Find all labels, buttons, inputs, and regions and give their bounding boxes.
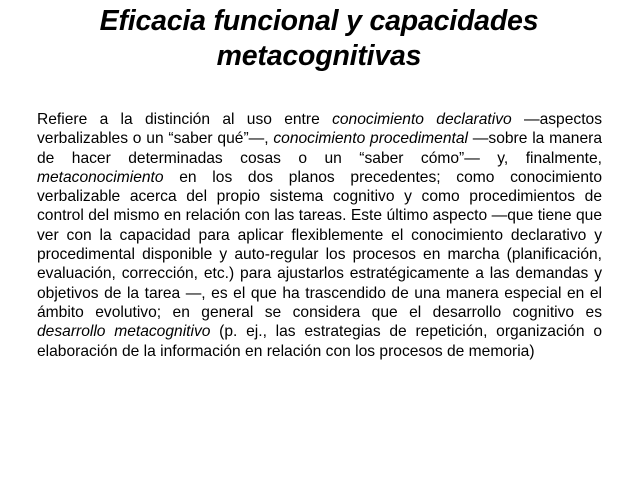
emphasis-metacognitive-development: desarrollo metacognitivo: [37, 323, 211, 341]
text-segment: —sobre la manera de hacer determinadas cosas o un “saber cómo”— y, finalmente,: [37, 130, 603, 167]
title-line-1: Eficacia funcional y capacidades: [99, 5, 539, 37]
body-paragraph: [37, 110, 602, 361]
text-segment: en los dos planos precedentes; como conocimiento verbalizable acerca del propio sistema cognitivo y como procedimientos de control del mismo en relación con las tareas. Este último aspecto —que tiene que ver con la capacidad para aplicar flexiblemente el conocimiento declarativo y procedimental disponible y auto-regular los procesos en marcha (planificación, evaluación, corrección, etc.) para ajustarlos estratégicamente a las demandas y objetivos de la tarea —, es el que ha trascendido de una manera especial en el ámbito evolutivo; en general se considera que el desarrollo cognitivo es: [37, 168, 602, 321]
emphasis-declarative-knowledge: conocimiento declarativo: [332, 111, 512, 128]
text-segment: —aspectos verbalizables o un “saber qué”—,: [37, 111, 603, 148]
emphasis-metaknowledge: metaconocimiento: [37, 168, 164, 186]
text-segment: (p. ej., las estrategias de repetición, organización o elaboración de la información en relación con los procesos de memoria): [37, 323, 602, 360]
title-line-2: metacognitivas: [216, 40, 422, 72]
emphasis-procedural-knowledge: conocimiento procedimental: [273, 130, 468, 148]
slide-title: [30, 4, 608, 74]
text-segment: Refiere a la distinción al uso entre: [37, 111, 333, 128]
